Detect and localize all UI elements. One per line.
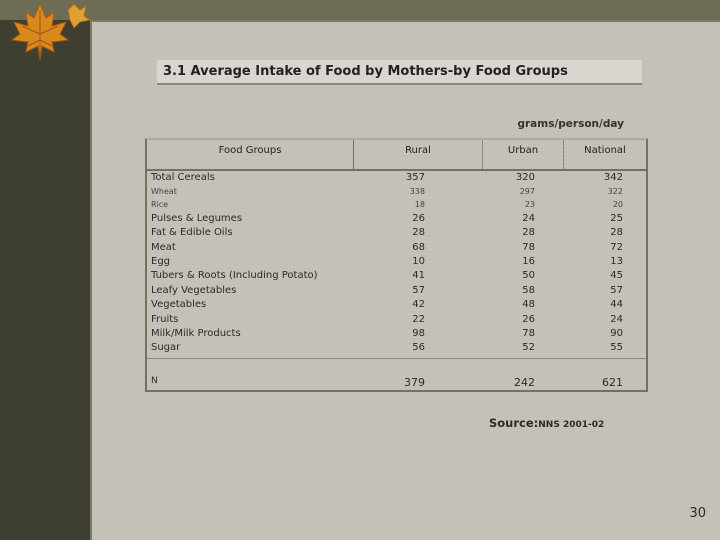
urban-value: 297 [519, 187, 535, 196]
row-label: Milk/Milk Products [151, 328, 241, 339]
row-label: Total Cereals [151, 172, 215, 183]
source-note [489, 412, 604, 431]
row-label: Egg [151, 256, 171, 267]
row-label: Tubers & Roots (Including Potato) [151, 270, 318, 281]
urban-value: 320 [515, 172, 535, 183]
n-row-divider [147, 358, 646, 359]
n-row [147, 376, 646, 390]
row-label: Rice [151, 200, 169, 209]
national-value: 57 [610, 285, 623, 296]
table-row [147, 172, 646, 186]
national-value: 55 [610, 342, 623, 353]
national-value: 45 [610, 270, 623, 281]
table-row [147, 270, 646, 284]
source-label: Source: [489, 416, 539, 430]
table-row [147, 256, 646, 270]
national-value: 20 [612, 200, 623, 209]
maple-leaf-icon [0, 0, 90, 66]
rural-value: 26 [412, 213, 425, 224]
n-urban-value: 242 [514, 376, 535, 389]
n-rural-value: 379 [404, 376, 425, 389]
rural-value: 98 [412, 328, 425, 339]
national-value: 24 [610, 314, 623, 325]
table-row [147, 200, 646, 214]
row-label: Meat [151, 242, 176, 253]
urban-value: 52 [522, 342, 535, 353]
header-national: National [584, 145, 626, 156]
units-label: grams/person/day [517, 118, 624, 130]
urban-value: 78 [522, 328, 535, 339]
rural-value: 41 [412, 270, 425, 281]
header-urban: Urban [483, 140, 564, 169]
table-row [147, 299, 646, 313]
slide-title: 3.1 Average Intake of Food by Mothers-by Food Groups [157, 60, 642, 85]
rural-value: 338 [409, 187, 425, 196]
urban-value: 23 [524, 200, 535, 209]
rural-value: 42 [412, 299, 425, 310]
table-row [147, 328, 646, 342]
rural-value: 68 [412, 242, 425, 253]
table-row [147, 187, 646, 201]
n-label: N [151, 376, 158, 386]
national-value: 25 [610, 213, 623, 224]
row-label: Wheat [151, 187, 177, 196]
top-band [0, 0, 720, 20]
left-column [0, 20, 90, 540]
row-label: Sugar [151, 342, 181, 353]
rural-value: 357 [405, 172, 425, 183]
row-label: Fruits [151, 314, 179, 325]
national-value: 28 [610, 227, 623, 238]
rural-value: 22 [412, 314, 425, 325]
urban-value: 48 [522, 299, 535, 310]
urban-value: 58 [522, 285, 535, 296]
table-row [147, 342, 646, 356]
rural-value: 18 [414, 200, 425, 209]
row-label: Vegetables [151, 299, 207, 310]
food-intake-table [145, 138, 648, 392]
urban-value: 50 [522, 270, 535, 281]
row-label: Pulses & Legumes [151, 213, 243, 224]
table-row [147, 314, 646, 328]
header-food-groups: Food Groups [147, 140, 354, 169]
urban-value: 16 [522, 256, 535, 267]
source-value: NNS 2001-02 [538, 420, 605, 430]
header-rural: Rural [354, 140, 483, 169]
urban-value: 28 [522, 227, 535, 238]
rural-value: 57 [412, 285, 425, 296]
national-value: 72 [610, 242, 623, 253]
row-label: Fat & Edible Oils [151, 227, 233, 238]
rural-value: 56 [412, 342, 425, 353]
urban-value: 24 [522, 213, 535, 224]
table-row [147, 242, 646, 256]
national-value: 13 [610, 256, 623, 267]
n-national-value: 621 [602, 376, 623, 389]
national-value: 90 [610, 328, 623, 339]
national-value: 322 [607, 187, 623, 196]
urban-value: 26 [522, 314, 535, 325]
table-row [147, 285, 646, 299]
national-value: 342 [603, 172, 623, 183]
page-number: 30 [689, 506, 706, 521]
rural-value: 28 [412, 227, 425, 238]
rural-value: 10 [412, 256, 425, 267]
table-row [147, 227, 646, 241]
table-row [147, 213, 646, 227]
table-header-row [147, 140, 646, 171]
national-value: 44 [610, 299, 623, 310]
row-label: Leafy Vegetables [151, 285, 237, 296]
urban-value: 78 [522, 242, 535, 253]
